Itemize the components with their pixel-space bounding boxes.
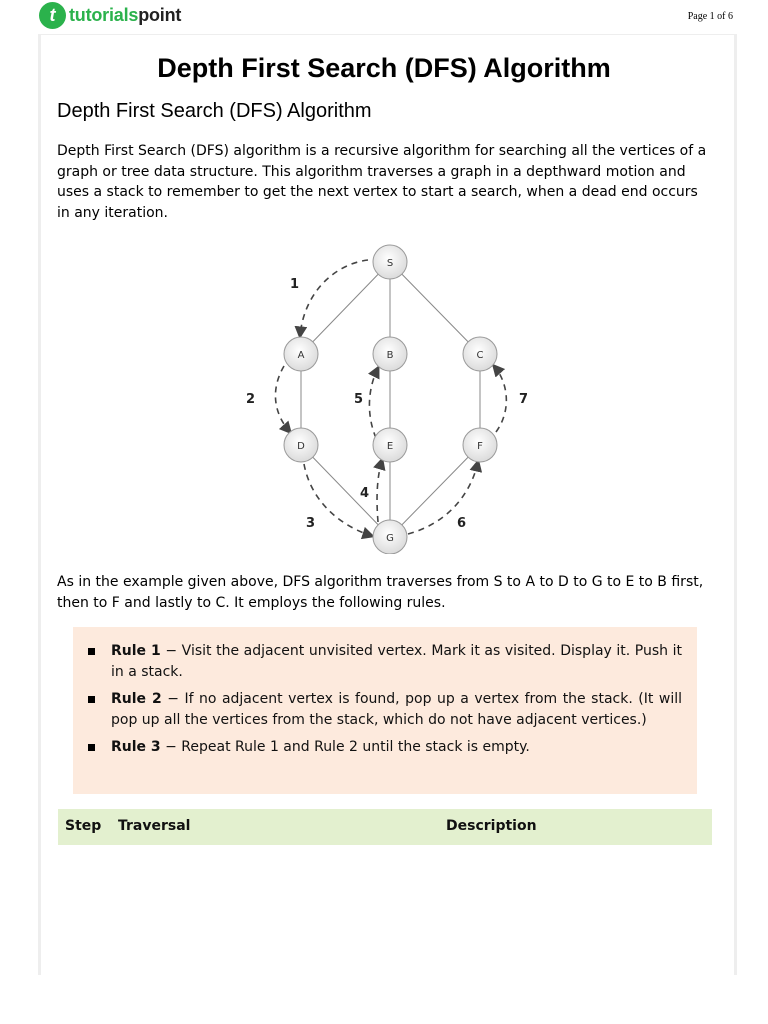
arrow-1 — [300, 260, 368, 336]
step-label-3: 3 — [306, 516, 316, 531]
step-label-4: 4 — [360, 486, 370, 501]
col-description: Description — [446, 818, 537, 834]
node-g — [373, 520, 407, 554]
node-f — [463, 428, 497, 462]
bullet-icon — [88, 696, 95, 703]
svg-text:F: F — [477, 441, 483, 452]
svg-text:B: B — [386, 350, 394, 361]
node-e — [373, 428, 407, 462]
traversal-arrows — [275, 260, 506, 536]
page-title: Depth First Search (DFS) Algorithm — [157, 53, 611, 83]
svg-text:D: D — [297, 441, 305, 452]
step-label-5: 5 — [354, 392, 364, 407]
intro-paragraph: Depth First Search (DFS) algorithm is a recursive algorithm for searching all the vertices of a graph or tree data structure. This algorithm traverses a graph in a depthward motion and uses a stack to remember to get the next vertex to start a search, when a dead end occurs in any iteration. — [57, 143, 707, 221]
svg-text:C: C — [476, 350, 484, 361]
node-c — [463, 337, 497, 371]
example-paragraph: As in the example given above, DFS algorithm traverses from S to A to D to G to E to B first, then to F and lastly to C. It employs the following rules. — [57, 574, 704, 611]
section-heading: Depth First Search (DFS) Algorithm — [57, 100, 372, 122]
logo-text: tutorialspoint — [69, 5, 182, 25]
bullet-icon — [88, 648, 95, 655]
col-step: Step — [65, 818, 102, 834]
node-a — [284, 337, 318, 371]
page-indicator: Page 1 of 6 — [687, 11, 733, 22]
top-bar — [0, 0, 768, 34]
step-labels — [246, 277, 528, 531]
arrow-5 — [369, 368, 378, 438]
svg-text:S: S — [386, 258, 394, 269]
edge-s-a — [301, 262, 390, 354]
tutorialspoint-logo[interactable] — [39, 2, 181, 29]
graph-edges — [301, 262, 480, 537]
node-b — [373, 337, 407, 371]
col-traversal: Traversal — [118, 818, 191, 834]
rule-item: Rule 2 − If no adjacent vertex is found, pop up a vertex from the stack. (It will pop up all the vertices from the stack, which do not have adjacent vertices.) — [87, 689, 682, 730]
step-label-7: 7 — [519, 392, 529, 407]
step-label-2: 2 — [246, 392, 256, 407]
rules-box — [73, 627, 697, 794]
rule-item: Rule 1 − Visit the adjacent unvisited vertex. Mark it as visited. Display it. Push it in a stack. — [87, 641, 682, 682]
node-s — [373, 245, 407, 279]
table-header-row — [58, 809, 712, 845]
arrow-7 — [494, 366, 506, 432]
arrow-2 — [275, 366, 290, 432]
rule-item: Rule 3 − Repeat Rule 1 and Rule 2 until the stack is empty. — [87, 737, 682, 758]
svg-text:G: G — [386, 533, 394, 544]
step-label-1: 1 — [290, 277, 300, 292]
arrow-4 — [377, 460, 382, 522]
svg-text:E: E — [386, 441, 394, 452]
edge-f-g — [390, 445, 480, 537]
logo-icon: t — [39, 2, 66, 29]
svg-text:A: A — [297, 350, 305, 361]
bullet-icon — [88, 744, 95, 751]
edge-s-c — [390, 262, 480, 354]
node-d — [284, 428, 318, 462]
step-label-6: 6 — [457, 516, 467, 531]
dfs-graph-figure — [240, 242, 540, 554]
arrow-6 — [408, 462, 478, 534]
